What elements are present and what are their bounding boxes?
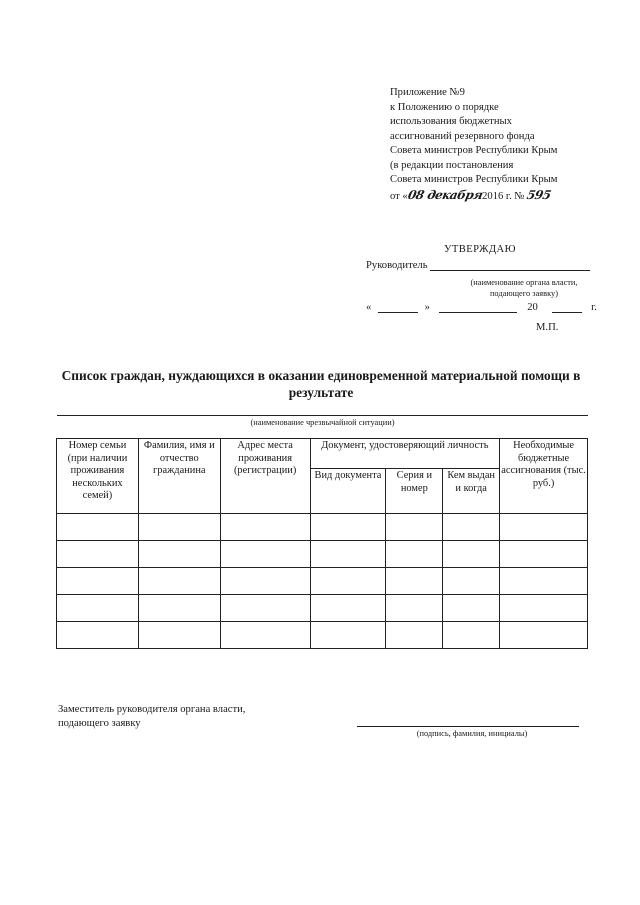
table-cell: [500, 541, 588, 568]
appendix-line: (в редакции постановления: [390, 159, 514, 171]
table-cell: [138, 595, 220, 622]
table-cell: [443, 568, 500, 595]
head-note: (наименование органа власти, подающего заявку): [470, 278, 578, 298]
table-cell: [310, 541, 386, 568]
header-address: Адрес места проживания (регистрации): [220, 439, 310, 514]
table-row: [57, 568, 588, 595]
table-cell: [386, 514, 443, 541]
table-cell: [310, 622, 386, 649]
table-cell: [443, 595, 500, 622]
appendix-line: Совета министров Республики Крым: [390, 145, 558, 156]
table-cell: [386, 595, 443, 622]
table-cell: [386, 622, 443, 649]
table-cell: [443, 541, 500, 568]
table-row: [57, 622, 588, 649]
header-full-name: Фамилия, имя и отчество гражданина: [138, 439, 220, 514]
quote-open: «: [366, 302, 372, 313]
date-prefix: от «: [390, 190, 408, 202]
table-cell: [310, 514, 386, 541]
appendix-block: [390, 86, 630, 204]
year-prefix: 20: [527, 302, 538, 313]
table-cell: [310, 595, 386, 622]
table-row: [57, 541, 588, 568]
table-cell: [310, 568, 386, 595]
head-label: Руководитель: [366, 260, 428, 271]
table-cell: [57, 514, 139, 541]
table-cell: [386, 541, 443, 568]
table-cell: [500, 514, 588, 541]
header-budget: Необходимые бюджетные ассигнования (тыс. руб.): [500, 439, 588, 514]
table-cell: [220, 514, 310, 541]
header-doc-series: Серия и номер: [386, 469, 443, 514]
year-line: [552, 302, 582, 313]
table-cell: [220, 541, 310, 568]
month-line: [439, 302, 517, 313]
header-doc-type: Вид документа: [310, 469, 386, 514]
situation-line: [57, 415, 588, 416]
handwritten-number: 595: [525, 187, 553, 202]
table-cell: [138, 622, 220, 649]
appendix-line: к Положению о порядке: [390, 101, 499, 113]
table-cell: [500, 568, 588, 595]
table-cell: [220, 622, 310, 649]
appendix-line: использования бюджетных: [390, 116, 512, 127]
table-cell: [57, 595, 139, 622]
table-row: [57, 595, 588, 622]
table-header-row: [57, 439, 588, 469]
signature-note: (подпись, фамилия, инициалы): [416, 729, 528, 738]
approve-title: УТВЕРЖДАЮ: [444, 244, 516, 255]
signer-line: Заместитель руководителя органа власти,: [58, 704, 246, 715]
table-cell: [138, 541, 220, 568]
head-name-line: [430, 260, 590, 271]
signature-line: [357, 726, 579, 727]
appendix-date-line: [390, 188, 630, 205]
table-cell: [57, 541, 139, 568]
quote-close: »: [424, 302, 430, 313]
table-cell: [500, 595, 588, 622]
day-line: [378, 302, 418, 313]
handwritten-date: 08 декабря: [406, 187, 484, 202]
citizens-table: [56, 438, 588, 649]
appendix-line: ассигнований резервного фонда: [390, 130, 535, 142]
year-suffix: г.: [591, 302, 597, 313]
table-cell: [443, 514, 500, 541]
table-cell: [138, 568, 220, 595]
page-title: Список граждан, нуждающихся в оказании единовременной материальной помощи в результате: [61, 368, 581, 400]
signer-line: подающего заявку: [58, 718, 141, 729]
table-cell: [57, 622, 139, 649]
table-cell: [500, 622, 588, 649]
header-document: Документ, удостоверяющий личность: [310, 439, 500, 469]
table-cell: [220, 568, 310, 595]
appendix-line: Совета министров Республики Крым: [390, 174, 558, 185]
header-family-number: Номер семьи (при наличии проживания нескольких семей): [57, 439, 139, 514]
table-cell: [138, 514, 220, 541]
stamp-place: М.П.: [536, 322, 559, 333]
situation-note: (наименование чрезвычайной ситуации): [250, 418, 395, 427]
head-row: [366, 260, 590, 271]
approve-date-row: [366, 302, 597, 313]
table-row: [57, 514, 588, 541]
header-doc-issued: Кем выдан и когда: [443, 469, 500, 514]
table-cell: [443, 622, 500, 649]
signer-block: [58, 703, 245, 731]
table-cell: [57, 568, 139, 595]
date-suffix: 2016 г. №: [482, 190, 525, 202]
table-cell: [220, 595, 310, 622]
table-cell: [386, 568, 443, 595]
appendix-line: Приложение №9: [390, 87, 465, 98]
